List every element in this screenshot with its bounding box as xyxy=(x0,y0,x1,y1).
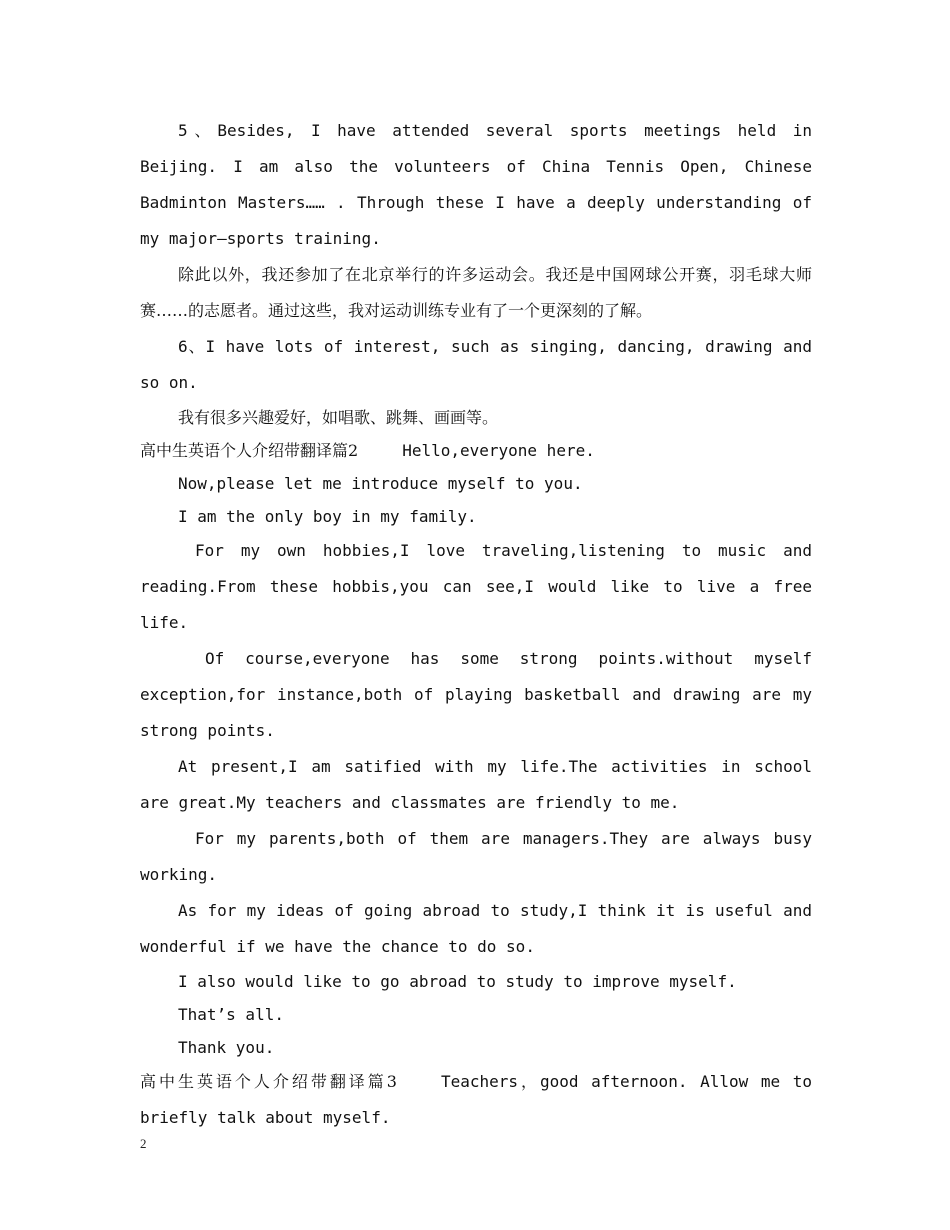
paragraph-6-english: 6、I have lots of interest, such as singing, dancing, drawing and so on. xyxy=(140,337,812,392)
page-number: 2 xyxy=(140,1136,147,1151)
section-2-present-life: At present,I am satified with my life.The activities in school are great.My teachers and classmates are friendly to me. xyxy=(140,757,812,812)
section-2-greeting: Hello,everyone here. xyxy=(402,441,595,460)
paragraph-5-english: 5、Besides, I have attended several sports meetings held in Beijing. I am also the volunteers of China Tennis Open, Chinese Badminton Masters…… . Through these I have a deeply understanding of my major—sports training. xyxy=(140,121,812,248)
section-3-intro: Teachers，good afternoon. Allow me to briefly talk about myself. xyxy=(140,1072,812,1127)
section-2-line-1: Now,please let me introduce myself to you. xyxy=(178,474,583,493)
section-2-thats-all: That’s all. xyxy=(178,1005,284,1024)
paragraph-5-chinese: 除此以外，我还参加了在北京举行的许多运动会。我还是中国网球公开赛，羽毛球大师赛……的志愿者。通过这些，我对运动训练专业有了一个更深刻的了解。 xyxy=(140,265,812,320)
section-2-heading-line xyxy=(140,434,812,467)
page-body xyxy=(140,113,812,1136)
section-2-improve: I also would like to go abroad to study to improve myself. xyxy=(178,972,737,991)
section-2-hobbies: For my own hobbies,I love traveling,listening to music and reading.From these hobbis,you can see,I would like to live a free life. xyxy=(140,541,812,632)
section-3-heading: 高中生英语个人介绍带翻译篇3 xyxy=(140,1072,397,1091)
section-2-line-2: I am the only boy in my family. xyxy=(178,507,477,526)
section-2-study-abroad: As for my ideas of going abroad to study,I think it is useful and wonderful if we have the chance to do so. xyxy=(140,901,812,956)
section-3-heading-line xyxy=(140,1064,812,1136)
section-2-thank-you: Thank you. xyxy=(178,1038,275,1057)
paragraph-6-chinese: 我有很多兴趣爱好，如唱歌、跳舞、画画等。 xyxy=(178,408,499,427)
section-2-strong-points: Of course,everyone has some strong points.without myself exception,for instance,both of playing basketball and drawing are my strong points. xyxy=(140,649,812,740)
section-2-parents: For my parents,both of them are managers.They are always busy working. xyxy=(140,829,812,884)
section-2-heading: 高中生英语个人介绍带翻译篇2 xyxy=(140,441,359,460)
